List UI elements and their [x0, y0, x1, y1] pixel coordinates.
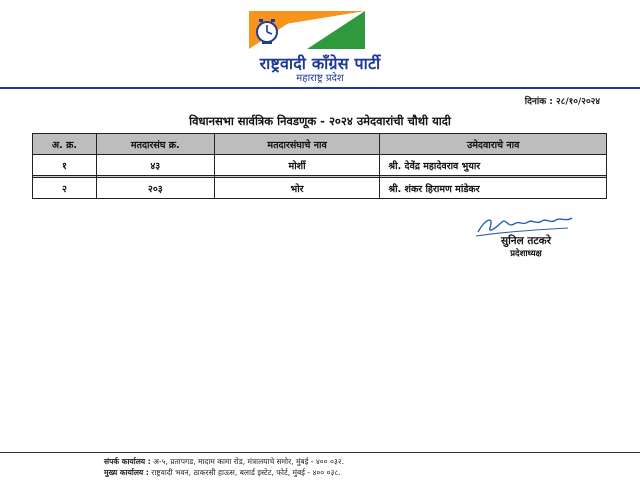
signatory-name: सुनिल तटकरे — [500, 235, 552, 247]
header-constituency-no: मतदारसंघ क्र. — [96, 134, 214, 155]
header-candidate-name: उमेदवाराचे नाव — [380, 134, 607, 155]
ncp-clock-flag-logo — [249, 11, 365, 49]
cell-candidate-name: श्री. शंकर हिरामण मांडेकर — [380, 178, 607, 199]
cell-candidate-name: श्री. देवेंद्र महादेवराव भुयार — [380, 155, 607, 176]
footer-main-address: राष्ट्रवादी भवन, ठाकरसी हाऊस, बलार्ड इस्टेट, फोर्ट, मुंबई - ४०० ०३८. — [151, 468, 341, 477]
table-row — [33, 178, 607, 199]
candidate-table — [32, 133, 607, 199]
header-constituency-name: मतदारसंघाचे नाव — [214, 134, 380, 155]
cell-serial: १ — [33, 155, 97, 176]
table-header-row — [33, 134, 607, 155]
cell-serial: २ — [33, 178, 97, 199]
header-serial: अ. क्र. — [33, 134, 97, 155]
signatory-title: प्रदेशाध्यक्ष — [510, 249, 542, 259]
footer-contact-address: अ-५, प्रतापगड, मादाम कामा रोड, मंत्रालयाचे समोर, मुंबई - ४०० ०३२. — [153, 457, 345, 466]
party-state: महाराष्ट्र प्रदेश — [296, 73, 344, 84]
cell-constituency-no: ४३ — [96, 155, 214, 176]
table-row — [33, 155, 607, 176]
party-name: राष्ट्रवादी काँग्रेस पार्टी — [259, 54, 381, 73]
cell-constituency-name: मोर्शी — [214, 155, 380, 176]
cell-constituency-name: भोर — [214, 178, 380, 199]
footer-contact-office — [104, 457, 344, 467]
header-divider — [0, 87, 640, 89]
footer-main-office — [104, 468, 341, 478]
cell-constituency-no: २०३ — [96, 178, 214, 199]
footer-main-label: मुख्य कार्यालय : — [104, 468, 149, 477]
footer-contact-label: संपर्क कार्यालय : — [104, 457, 151, 466]
document-date: दिनांक : २८/१०/२०२४ — [524, 97, 600, 107]
footer-divider — [0, 452, 640, 453]
document-title: विधानसभा सार्वत्रिक निवडणूक - २०२४ उमेदवारांची चौथी यादी — [189, 114, 451, 128]
